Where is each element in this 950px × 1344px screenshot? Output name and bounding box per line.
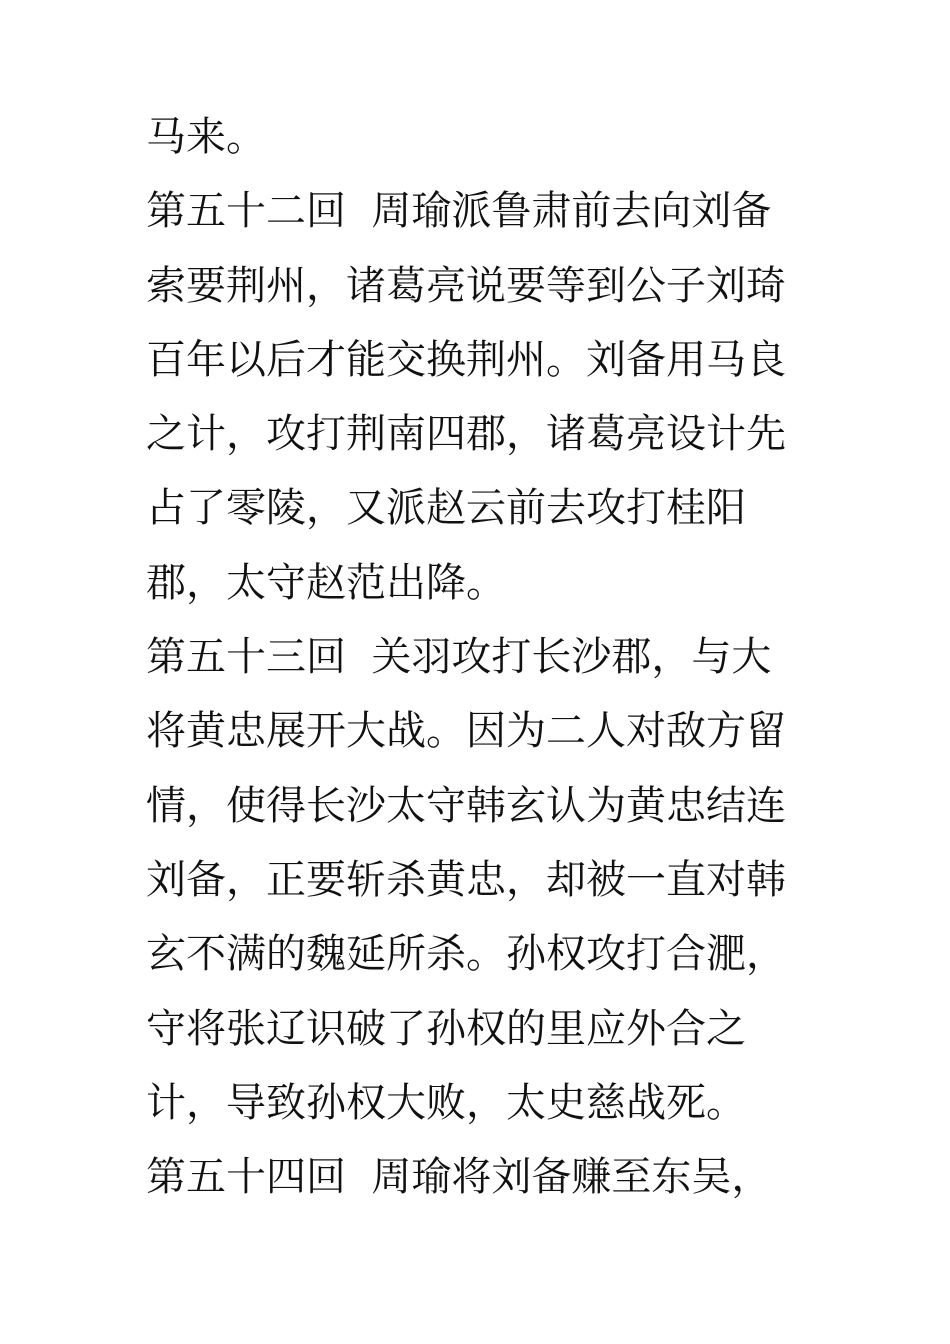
text-line: 计，导致孙权大败，太史慈战死。: [146, 1079, 746, 1126]
text-line: 第五十三回 关羽攻打长沙郡，与大: [146, 634, 772, 681]
text-line: 之计，攻打荆南四郡，诸葛亮设计先: [146, 411, 786, 458]
text-line: 情，使得长沙太守韩玄认为黄忠结连: [146, 782, 786, 829]
text-line: 索要荆州，诸葛亮说要等到公子刘琦: [146, 262, 786, 309]
text-line: 守将张辽识破了孙权的里应外合之: [146, 1005, 746, 1052]
text-line: 玄不满的魏延所杀。孙权攻打合淝，: [146, 931, 786, 978]
text-line: 刘备，正要斩杀黄忠，却被一直对韩: [146, 856, 786, 903]
body-text: [146, 100, 816, 1214]
text-line: 将黄忠展开大战。因为二人对敌方留: [146, 708, 786, 755]
text-line: 第五十四回 周瑜将刘备赚至东吴，: [146, 1154, 772, 1201]
text-line: 百年以后才能交换荆州。刘备用马良: [146, 336, 786, 383]
text-line: 占了零陵，又派赵云前去攻打桂阳: [146, 485, 746, 532]
text-line: 郡，太守赵范出降。: [146, 559, 506, 606]
text-line: 马来。: [146, 114, 266, 160]
text-line: 第五十二回 周瑜派鲁肃前去向刘备: [146, 188, 772, 235]
